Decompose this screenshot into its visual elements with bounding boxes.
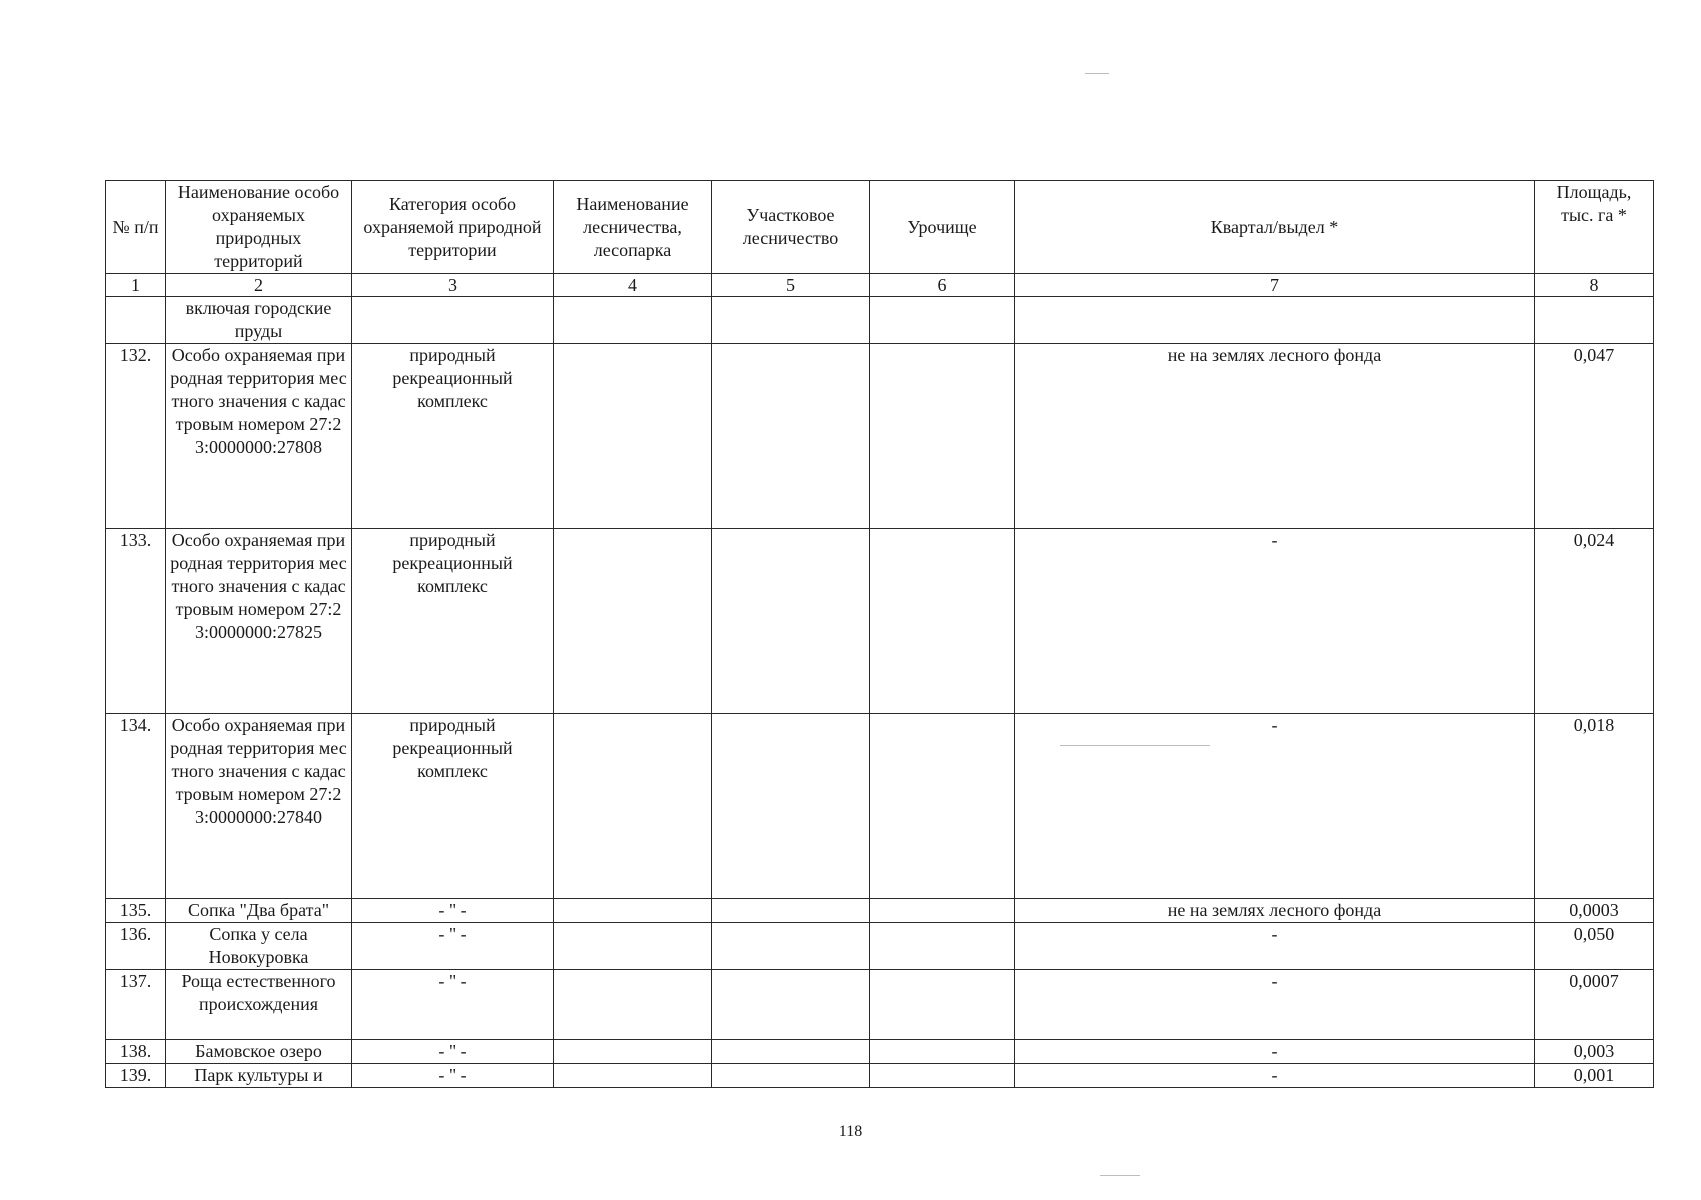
category: природный рекреационный комплекс [352, 714, 554, 899]
header-number: № п/п [106, 181, 166, 274]
territory-name: Особо охраняемая природная территория местного значения с кадастровым номером 27:23:0000000:27825 [166, 529, 352, 714]
column-number: 6 [870, 274, 1015, 297]
tract [870, 714, 1015, 899]
area-value: 0,0007 [1535, 970, 1654, 1040]
area-value: 0,018 [1535, 714, 1654, 899]
quarter-section: - [1015, 529, 1535, 714]
area-value: 0,024 [1535, 529, 1654, 714]
row-number: 134. [106, 714, 166, 899]
quarter-section [1015, 297, 1535, 344]
quarter-section: не на землях лесного фонда [1015, 899, 1535, 923]
quarter-section: не на землях лесного фонда [1015, 344, 1535, 529]
column-number: 2 [166, 274, 352, 297]
column-number-row [106, 274, 1654, 297]
territory-name: включая городские пруды [166, 297, 352, 344]
header-quarter-section: Квартал/выдел * [1015, 181, 1535, 274]
forestry-name [554, 923, 712, 970]
area-value: 0,047 [1535, 344, 1654, 529]
row-number: 132. [106, 344, 166, 529]
row-number: 137. [106, 970, 166, 1040]
table-row [106, 344, 1654, 529]
forestry-name [554, 529, 712, 714]
header-forestry-name: Наименование лесничества, лесопарка [554, 181, 712, 274]
category: - " - [352, 899, 554, 923]
district-forestry [712, 297, 870, 344]
row-number [106, 297, 166, 344]
tract [870, 1064, 1015, 1088]
district-forestry [712, 970, 870, 1040]
header-district-forestry: Участковое лесничество [712, 181, 870, 274]
category: - " - [352, 1040, 554, 1064]
tract [870, 297, 1015, 344]
district-forestry [712, 344, 870, 529]
column-number: 5 [712, 274, 870, 297]
category: - " - [352, 970, 554, 1040]
forestry-name [554, 1064, 712, 1088]
district-forestry [712, 529, 870, 714]
row-number: 138. [106, 1040, 166, 1064]
row-number: 136. [106, 923, 166, 970]
scan-speck [1100, 1175, 1140, 1176]
territory-name: Парк культуры и [166, 1064, 352, 1088]
row-number: 133. [106, 529, 166, 714]
column-number: 8 [1535, 274, 1654, 297]
territory-name: Особо охраняемая природная территория местного значения с кадастровым номером 27:23:0000000:27840 [166, 714, 352, 899]
district-forestry [712, 1064, 870, 1088]
forestry-name [554, 714, 712, 899]
district-forestry [712, 923, 870, 970]
tract [870, 899, 1015, 923]
tract [870, 344, 1015, 529]
header-territory-name: Наименование особо охраняемых природных территорий [166, 181, 352, 274]
table-row [106, 529, 1654, 714]
forestry-name [554, 297, 712, 344]
protected-areas-table [105, 180, 1654, 1088]
area-value: 0,0003 [1535, 899, 1654, 923]
category: - " - [352, 1064, 554, 1088]
district-forestry [712, 714, 870, 899]
row-number: 135. [106, 899, 166, 923]
quarter-section: - [1015, 923, 1535, 970]
column-number: 3 [352, 274, 554, 297]
tract [870, 970, 1015, 1040]
header-category: Категория особо охраняемой природной территории [352, 181, 554, 274]
scan-speck [1060, 745, 1210, 746]
column-number: 4 [554, 274, 712, 297]
table-header-row [106, 181, 1654, 274]
category: - " - [352, 923, 554, 970]
category: природный рекреационный комплекс [352, 344, 554, 529]
district-forestry [712, 899, 870, 923]
table-row [106, 297, 1654, 344]
area-value: 0,050 [1535, 923, 1654, 970]
quarter-section: - [1015, 1064, 1535, 1088]
territory-name: Сопка "Два брата" [166, 899, 352, 923]
tract [870, 529, 1015, 714]
area-value: 0,001 [1535, 1064, 1654, 1088]
header-tract: Урочище [870, 181, 1015, 274]
scan-speck [1085, 73, 1109, 74]
row-number: 139. [106, 1064, 166, 1088]
column-number: 7 [1015, 274, 1535, 297]
table-row [106, 899, 1654, 923]
table-row [106, 923, 1654, 970]
territory-name: Бамовское озеро [166, 1040, 352, 1064]
table-row [106, 1064, 1654, 1088]
tract [870, 1040, 1015, 1064]
quarter-section: - [1015, 1040, 1535, 1064]
area-value: 0,003 [1535, 1040, 1654, 1064]
forestry-name [554, 1040, 712, 1064]
area-value [1535, 297, 1654, 344]
column-number: 1 [106, 274, 166, 297]
category [352, 297, 554, 344]
header-area: Площадь, тыс. га * [1535, 181, 1654, 274]
district-forestry [712, 1040, 870, 1064]
quarter-section: - [1015, 714, 1535, 899]
forestry-name [554, 899, 712, 923]
territory-name: Особо охраняемая природная территория местного значения с кадастровым номером 27:23:0000000:27808 [166, 344, 352, 529]
table-row [106, 970, 1654, 1040]
page-number: 118 [838, 1123, 863, 1140]
forestry-name [554, 344, 712, 529]
tract [870, 923, 1015, 970]
table-row [106, 1040, 1654, 1064]
table-row [106, 714, 1654, 899]
territory-name: Сопка у села Новокуровка [166, 923, 352, 970]
forestry-name [554, 970, 712, 1040]
category: природный рекреационный комплекс [352, 529, 554, 714]
quarter-section: - [1015, 970, 1535, 1040]
territory-name: Роща естественного происхождения [166, 970, 352, 1040]
